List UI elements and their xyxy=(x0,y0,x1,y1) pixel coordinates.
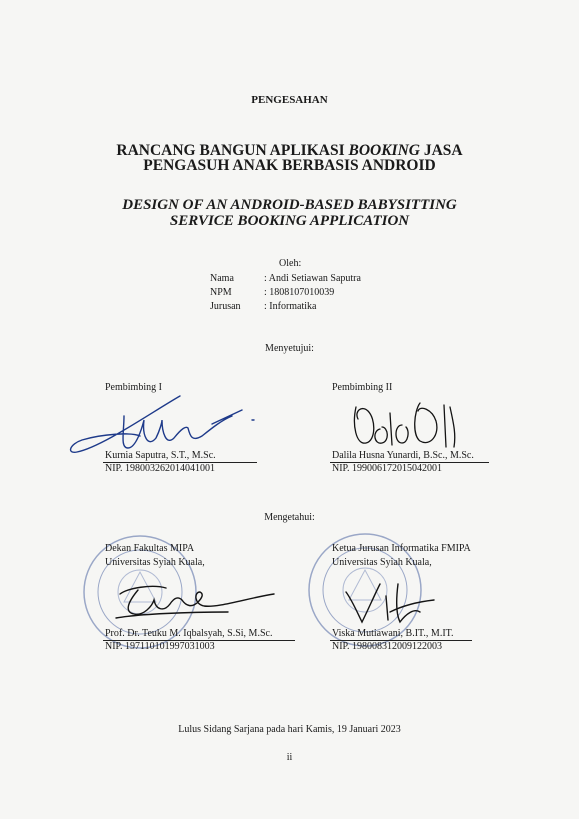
author-department-value: : Informatika xyxy=(264,301,317,312)
approval-heading: Menyetujui: xyxy=(265,343,314,354)
title-line-1-post: JASA xyxy=(419,142,463,159)
dean-signature xyxy=(108,578,278,628)
head-name: Viska Mutiawani, B.IT., M.IT. xyxy=(332,628,454,639)
supervisor1-role: Pembimbing I xyxy=(105,382,162,393)
supervisor2-role: Pembimbing II xyxy=(332,382,393,393)
graduation-statement: Lulus Sidang Sarjana pada hari Kamis, 19 Januari 2023 xyxy=(178,724,401,735)
author-name-value: : Andi Setiawan Saputra xyxy=(264,273,361,284)
page-number: ii xyxy=(286,752,293,763)
author-npm-label: NPM xyxy=(210,287,232,298)
subtitle-line-1: DESIGN OF AN ANDROID-BASED BABYSITTING xyxy=(122,197,457,213)
dean-title-2: Universitas Syiah Kuala, xyxy=(105,557,205,568)
head-title-2: Universitas Syiah Kuala, xyxy=(332,557,432,568)
title-line-1-pre: RANCANG BANGUN APLIKASI xyxy=(116,142,349,159)
oleh-label: Oleh: xyxy=(279,258,302,269)
dean-nip: NIP. 197110101997031003 xyxy=(105,641,215,652)
subtitle-line-2: SERVICE BOOKING APPLICATION xyxy=(169,213,410,229)
acknowledge-heading: Mengetahui: xyxy=(264,512,315,523)
head-title-1: Ketua Jurusan Informatika FMIPA xyxy=(332,543,471,554)
supervisor1-name: Kurnia Saputra, S.T., M.Sc. xyxy=(105,450,216,461)
page-heading: PENGESAHAN xyxy=(251,94,328,106)
supervisor2-signature xyxy=(350,395,470,457)
author-department-label: Jurusan xyxy=(210,301,241,312)
title-line-2: PENGASUH ANAK BERBASIS ANDROID xyxy=(143,157,436,174)
author-npm-value: : 1808107010039 xyxy=(264,287,335,298)
head-nip: NIP. 198008312009122003 xyxy=(332,641,443,652)
title-line-1-italic: BOOKING xyxy=(348,142,420,159)
supervisor2-nip: NIP. 199006172015042001 xyxy=(332,463,443,474)
dean-title-1: Dekan Fakultas MIPA xyxy=(105,543,195,554)
supervisor2-name: Dalila Husna Yunardi, B.Sc., M.Sc. xyxy=(332,450,474,461)
dean-name: Prof. Dr. Teuku M. Iqbalsyah, S.Si, M.Sc. xyxy=(105,628,273,639)
supervisor1-nip: NIP. 198003262014041001 xyxy=(105,463,216,474)
head-signature xyxy=(340,570,440,630)
author-name-label: Nama xyxy=(210,273,234,284)
